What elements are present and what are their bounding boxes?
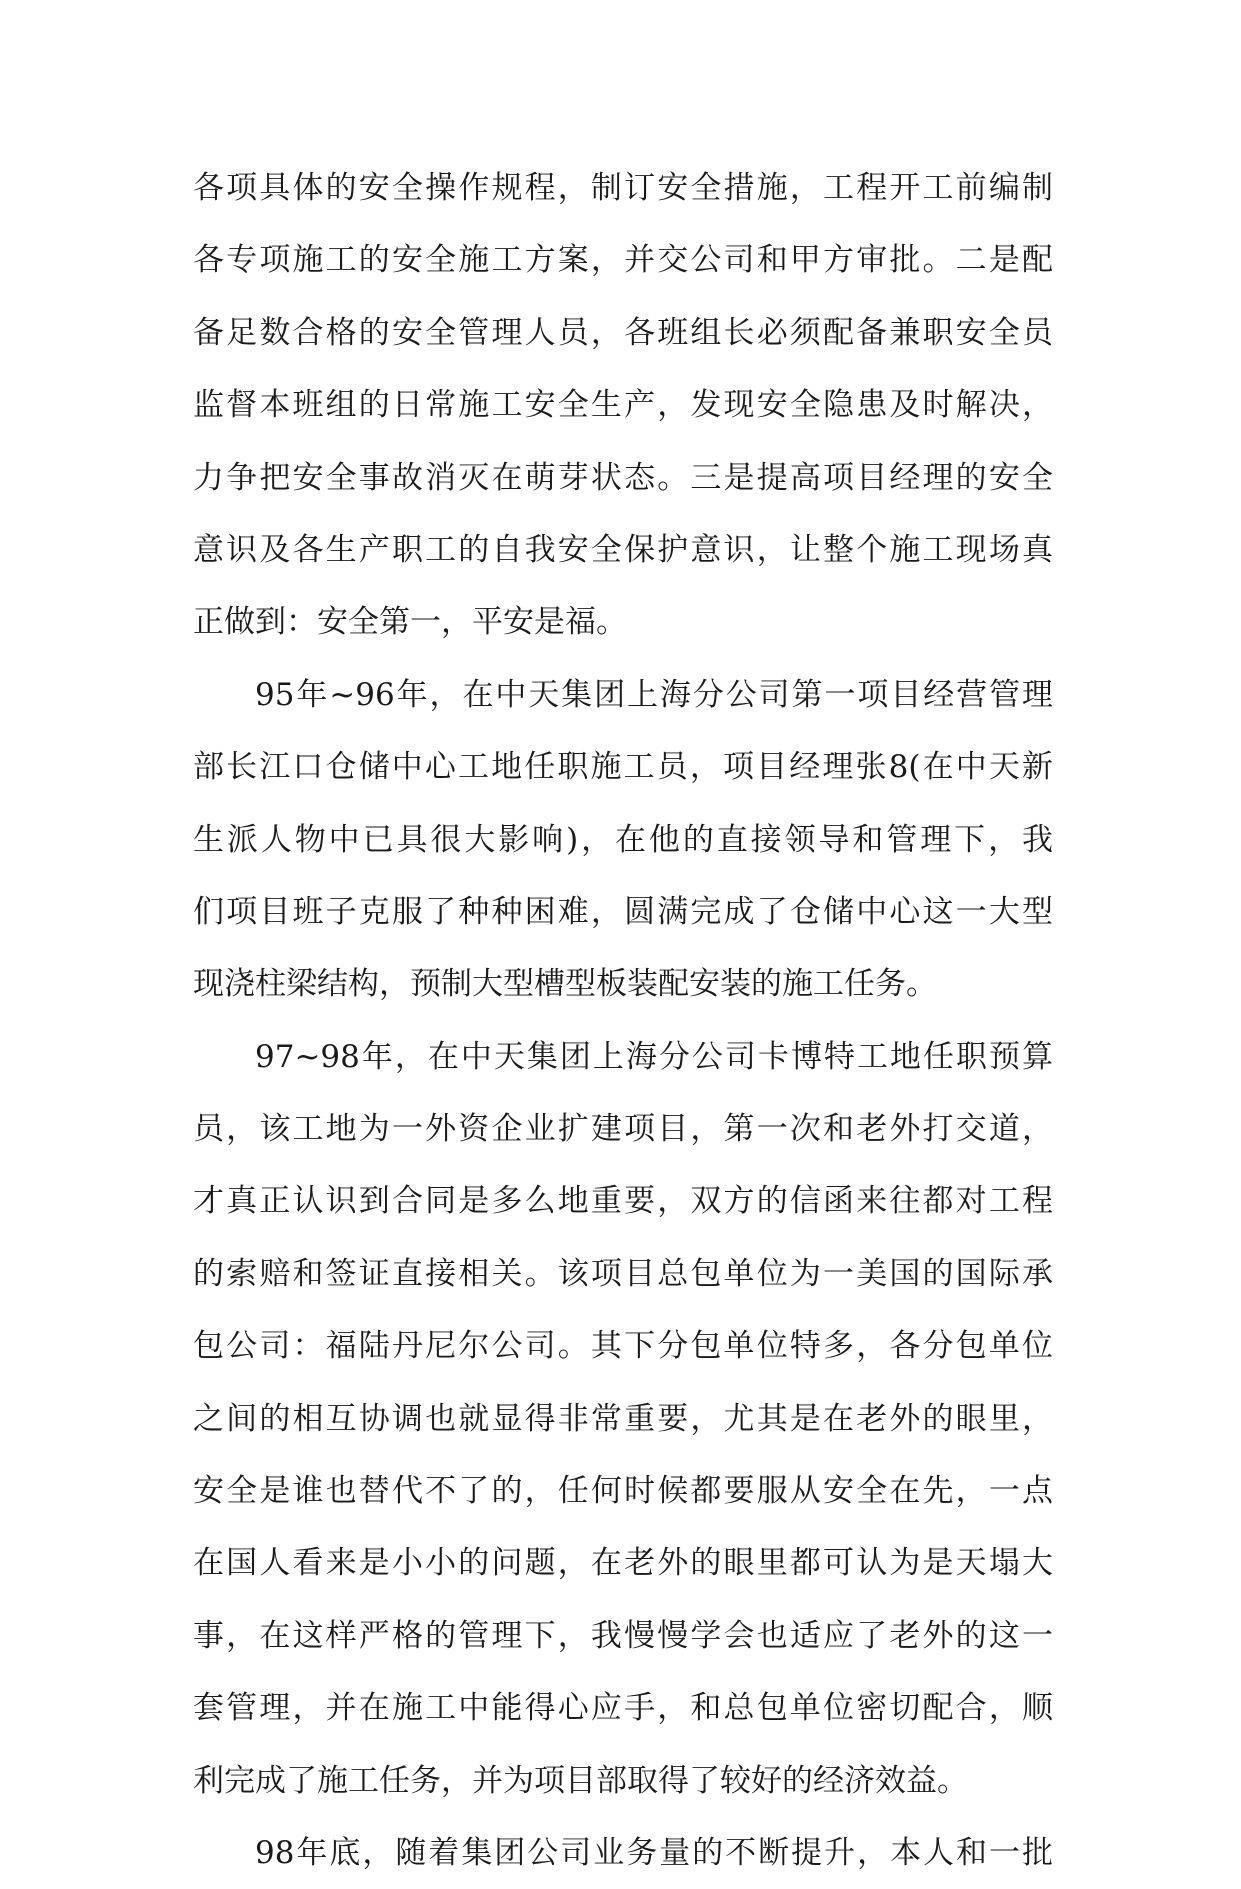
text-line: 的索赔和签证直接相关。该项目总包单位为一美国的国际承: [193, 1255, 1053, 1292]
text-line: 备足数合格的安全管理人员，各班组长必须配备兼职安全员: [193, 314, 1053, 351]
text-line: 利完成了施工任务，并为项目部取得了较好的经济效益。: [193, 1762, 968, 1799]
text-line: 98年底，随着集团公司业务量的不断提升，本人和一批: [255, 1834, 1053, 1871]
text-line: 生派人物中已具很大影响)，在他的直接领导和管理下，我: [193, 821, 1053, 858]
paragraph: [193, 659, 1053, 1021]
paragraph: [193, 1817, 1053, 1889]
text-line: 之间的相互协调也就显得非常重要，尤其是在老外的眼里，: [193, 1400, 1053, 1437]
text-line: 监督本班组的日常施工安全生产，发现安全隐患及时解决，: [193, 387, 1053, 424]
text-line: 员，该工地为一外资企业扩建项目，第一次和老外打交道，: [193, 1111, 1053, 1148]
text-line: 事，在这样严格的管理下，我慢慢学会也适应了老外的这一: [193, 1617, 1053, 1654]
body-text: [193, 152, 1053, 1889]
text-line: 才真正认识到合同是多么地重要，双方的信函来往都对工程: [193, 1183, 1053, 1220]
paragraph: [193, 1021, 1053, 1817]
text-line: 们项目班子克服了种种困难，圆满完成了仓储中心这一大型: [193, 893, 1053, 930]
text-line: 各专项施工的安全施工方案，并交公司和甲方审批。二是配: [193, 242, 1053, 279]
text-line: 95年~96年，在中天集团上海分公司第一项目经营管理: [255, 676, 1053, 713]
text-line: 套管理，并在施工中能得心应手，和总包单位密切配合，顺: [193, 1690, 1053, 1727]
text-line: 包公司：福陆丹尼尔公司。其下分包单位特多，各分包单位: [193, 1328, 1053, 1365]
text-line: 正做到：安全第一，平安是福。: [193, 604, 627, 641]
paragraph: [193, 152, 1053, 659]
text-line: 97~98年，在中天集团上海分公司卡博特工地任职预算: [255, 1038, 1053, 1075]
text-line: 意识及各生产职工的自我安全保护意识，让整个施工现场真: [193, 531, 1053, 568]
text-line: 力争把安全事故消灭在萌芽状态。三是提高项目经理的安全: [193, 459, 1053, 496]
text-line: 安全是谁也替代不了的，任何时候都要服从安全在先，一点: [193, 1473, 1053, 1510]
text-line: 各项具体的安全操作规程，制订安全措施，工程开工前编制: [193, 170, 1053, 206]
text-line: 在国人看来是小小的问题，在老外的眼里都可认为是天塌大: [193, 1545, 1053, 1582]
text-line: 现浇柱梁结构，预制大型槽型板装配安装的施工任务。: [193, 966, 937, 1003]
text-line: 部长江口仓储中心工地任职施工员，项目经理张8(在中天新: [193, 749, 1053, 786]
